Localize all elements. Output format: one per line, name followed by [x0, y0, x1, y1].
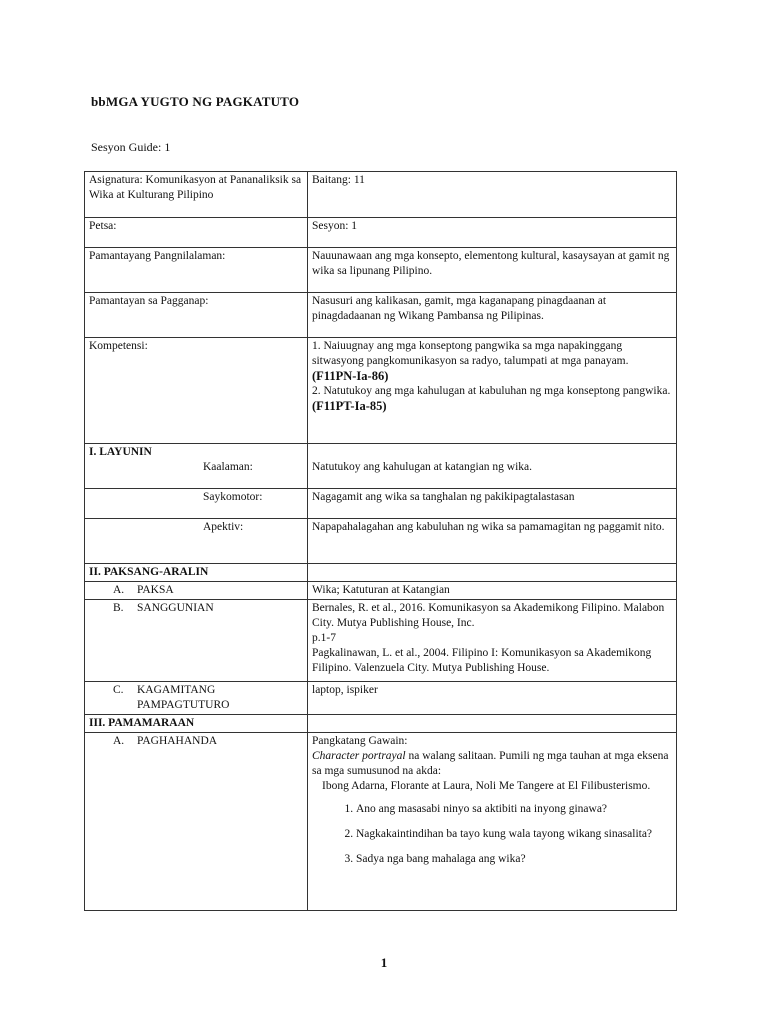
question-list: [312, 802, 672, 867]
paghahanda-letter: A.: [113, 735, 125, 747]
table-row: [85, 682, 677, 715]
apektiv-value: Napapahalagahan ang kabuluhan ng wika sa pamamagitan ng paggamit nito.: [308, 519, 677, 564]
sanggunian-2: Pagkalinawan, L. et al., 2004. Filipino I: Komunikasyon sa Akademikong Filipino. Valenzuela City. Mutya Publishing House.: [312, 647, 652, 674]
table-row: [85, 489, 677, 519]
table-row: [85, 293, 677, 338]
kompetensi-value: [308, 338, 677, 444]
kaalaman-text: Natutukoy ang kahulugan at katangian ng wika.: [312, 461, 533, 473]
kagamitan-label: KAGAMITANG PAMPAGTUTURO: [137, 684, 230, 711]
baitang-cell: Baitang: 11: [308, 172, 677, 218]
gawain-title: Pangkatang Gawain:: [312, 735, 408, 747]
gawain-italic: Character portrayal: [312, 750, 406, 762]
kaalaman-label: Kaalaman:: [203, 461, 253, 473]
sanggunian-label: SANGGUNIAN: [137, 602, 214, 614]
empty-cell: [308, 564, 677, 582]
table-row: [85, 444, 677, 489]
page-number: 1: [380, 955, 388, 970]
paksa-cell: [85, 582, 308, 600]
table-row: [85, 600, 677, 682]
kompetensi-2: 2. Natutukoy ang mga kahulugan at kabuluhan ng mga konseptong pangwika.: [312, 385, 671, 397]
asignatura-cell: Asignatura: Komunikasyon at Pananaliksik sa Wika at Kulturang Pilipino: [85, 172, 308, 218]
paksa-letter: A.: [113, 584, 125, 596]
list-item: 2. Nagkakaintindihan ba tayo kung wala tayong wikang sinasalita?: [356, 827, 672, 842]
table-row: [85, 248, 677, 293]
paksa-label: PAKSA: [137, 584, 174, 596]
kagamitan-value: laptop, ispiker: [308, 682, 677, 715]
list-item: 1. Ano ang masasabi ninyo sa aktibiti na inyong ginawa?: [356, 802, 672, 817]
paksang-aralin-heading: II. PAKSANG-ARALIN: [85, 564, 308, 582]
pangnilalaman-value: Nauunawaan ang mga konsepto, elementong kultural, kasaysayan at gamit ng wika sa lipunang Pilipino.: [308, 248, 677, 293]
kagamitan-letter: C.: [113, 684, 124, 696]
akda-list: Ibong Adarna, Florante at Laura, Noli Me Tangere at El Filibusterismo.: [322, 780, 651, 792]
document-title: bbMGA YUGTO NG PAGKATUTO: [91, 94, 300, 109]
kompetensi-label: Kompetensi:: [85, 338, 308, 444]
paksa-value: Wika; Katuturan at Katangian: [308, 582, 677, 600]
list-item: 3. Sadya nga bang mahalaga ang wika?: [356, 852, 672, 867]
paghahanda-cell: [85, 733, 308, 911]
petsa-cell: Petsa:: [85, 218, 308, 248]
empty-cell: [308, 715, 677, 733]
layunin-kaalaman-cell: [85, 444, 308, 489]
kagamitan-cell: [85, 682, 308, 715]
pagganap-value: Nasusuri ang kalikasan, gamit, mga kaganapang pinagdaanan at pinagdadaanan ng Wikang Pambansa ng Pilipinas.: [308, 293, 677, 338]
sanggunian-1-pages: p.1-7: [312, 632, 336, 644]
layunin-heading: I. LAYUNIN: [89, 446, 152, 458]
paghahanda-label: PAGHAHANDA: [137, 735, 218, 747]
kompetensi-1-code: (F11PN-Ia-86): [312, 369, 389, 383]
kompetensi-2-code: (F11PT-Ia-85): [312, 399, 387, 413]
table-row: [85, 715, 677, 733]
table-row: [85, 218, 677, 248]
pamamaraan-heading: III. PAMAMARAAN: [85, 715, 308, 733]
table-row: [85, 172, 677, 218]
gawain-rest: na walang salitaan. Pumili ng mga tauhan at mga eksena sa mga sumusunod na akda:: [312, 750, 669, 777]
gawain-description: [312, 749, 672, 779]
kompetensi-1: 1. Naiuugnay ang mga konseptong pangwika sa mga napakinggang sitwasyong pangkomunikasyon sa radyo, talumpati at mga panayam.: [312, 340, 629, 367]
table-row: [85, 733, 677, 911]
saykomotor-label: Saykomotor:: [203, 491, 263, 503]
pangnilalaman-label: Pamantayang Pangnilalaman:: [85, 248, 308, 293]
sesyon-cell: Sesyon: 1: [308, 218, 677, 248]
apektiv-label: Apektiv:: [203, 521, 244, 533]
paghahanda-value: [308, 733, 677, 911]
lesson-plan-table: [84, 171, 677, 911]
table-row: [85, 519, 677, 564]
saykomotor-cell: [85, 489, 308, 519]
sanggunian-value: [308, 600, 677, 682]
table-row: [85, 338, 677, 444]
kaalaman-value: [308, 444, 677, 489]
pagganap-label: Pamantayan sa Pagganap:: [85, 293, 308, 338]
session-guide: Sesyon Guide: 1: [91, 140, 171, 154]
table-row: [85, 564, 677, 582]
sanggunian-cell: [85, 600, 308, 682]
sanggunian-letter: B.: [113, 602, 124, 614]
sanggunian-1: Bernales, R. et al., 2016. Komunikasyon sa Akademikong Filipino. Malabon City. Mutya Publishing House, Inc.: [312, 602, 665, 629]
saykomotor-value: Nagagamit ang wika sa tanghalan ng pakikipagtalastasan: [308, 489, 677, 519]
apektiv-cell: [85, 519, 308, 564]
table-row: [85, 582, 677, 600]
